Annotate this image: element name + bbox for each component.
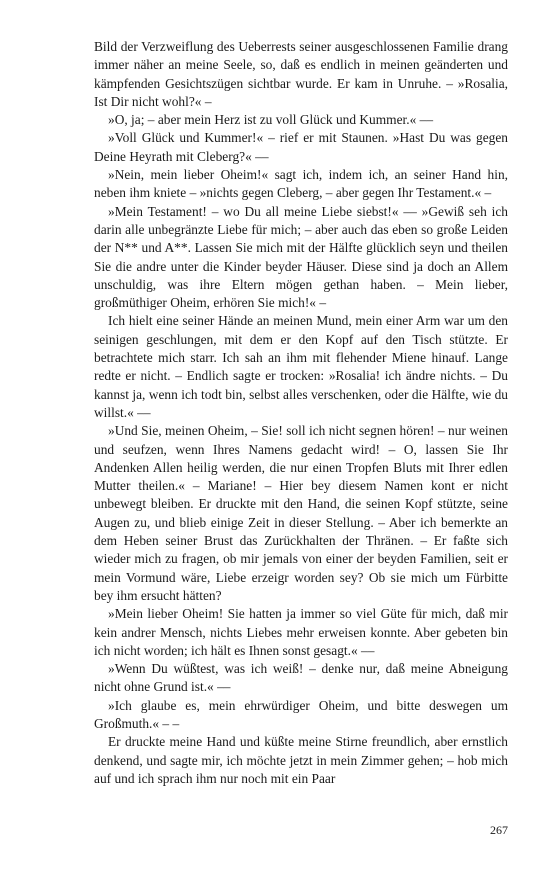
paragraph-1: Bild der Verzweiflung des Ueberrests seiner ausgeschlossenen Familie drang immer näher an meine Seele, so, daß es endlich in meinen geänderten und kämpfenden Gesichtszügen sichtbar wurde. Er kam in Unruhe. – »Rosalia, Ist Dir nicht wohl?« –: [94, 39, 508, 109]
paragraph-3: »Voll Glück und Kummer!« – rief er mit Staunen. »Hast Du was gegen Deine Heyrath mit Cleberg?« ––: [94, 130, 508, 164]
paragraph-9: »Wenn Du wüßtest, was ich weiß! – denke nur, daß meine Abneigung nicht ohne Grund ist.« ––: [94, 661, 508, 695]
paragraph-11: Er druckte meine Hand und küßte meine Stirne freundlich, aber ernstlich denkend, und sagte mir, ich möchte jetzt in mein Zimmer gehen; – hob mich auf und ich sprach ihm nur noch mit ein Paar: [94, 734, 508, 786]
paragraph-10: »Ich glaube es, mein ehrwürdiger Oheim, und bitte deswegen um Großmuth.« – –: [94, 697, 508, 731]
page-number: 267: [490, 823, 508, 837]
paragraph-8: »Mein lieber Oheim! Sie hatten ja immer so viel Güte für mich, daß mir kein andrer Mensch, nichts Liebes mehr erweisen konnte. Aber gebeten bin ich nicht worden; ich hält es Ihnen sonst gesagt.« ––: [94, 606, 508, 658]
paragraph-2: »O, ja; – aber mein Herz ist zu voll Glück und Kummer.« ––: [108, 112, 434, 128]
paragraph-4: »Nein, mein lieber Oheim!« sagt ich, indem ich, an seiner Hand hin, neben ihm kniete – »nichts gegen Cleberg, – aber gegen Ihr Testament.« –: [94, 167, 508, 201]
paragraph-6: Ich hielt eine seiner Hände an meinen Mund, mein einer Arm war um den seinigen geschlungen, mit dem er den Kopf auf den Tisch stützte. Er betrachtete mich starr. Ich sah an ihm mit flehender Miene hinauf. Lange redte er nicht. – Endlich sagte er trocken: »Rosalia! ich ändre nichts. – Du kannst ja, wenn ich todt bin, selbst alles verschenken, oder die Hälfte, wie du willst.« ––: [94, 313, 508, 420]
paragraph-7: »Und Sie, meinen Oheim, – Sie! soll ich nicht segnen hören! – nur weinen und seufzen, wenn Ihres Namens gedacht wird! – O, lassen Sie Ihr Andenken Allen heilig werden, die nur einen Tropfen Bluts mit Ihrer edlen Mutter theilen.« – Mariane! – Hier bey diesem Namen kont er nicht unbewegt bleiben. Er druckte mit den Hand, die seinen Kopf stützte, seine Augen zu, und blieb einige Zeit in dieser Stellung. – Aber ich bemerkte an dem Heben seiner Brust das Zurückhalten der Thränen. – Er faßte sich wieder mich zu fragen, ob mir jemals von einer der beyden Familien, seit er mein Vormund wäre, Liebe erzeigr worden sey? Ob sie mich um Fürbitte bey ihm ersucht hätten?: [94, 423, 508, 603]
body-text: [94, 38, 508, 788]
paragraph-5: »Mein Testament! – wo Du all meine Liebe siebst!« –– »Gewiß seh ich darin alle unbegränzte Liebe für mich; – aber auch das eben so große Leiden der N** und A**. Lassen Sie mich mit der Hälfte glücklich seyn und theilen Sie die andre unter die Kinder beyder Häuser. Diese sind ja doch an Allem unschuldig, was ihre Eltern mögen gethan haben. – Mein lieber, großmüthiger Oheim, erhören Sie mich!« –: [94, 203, 508, 311]
